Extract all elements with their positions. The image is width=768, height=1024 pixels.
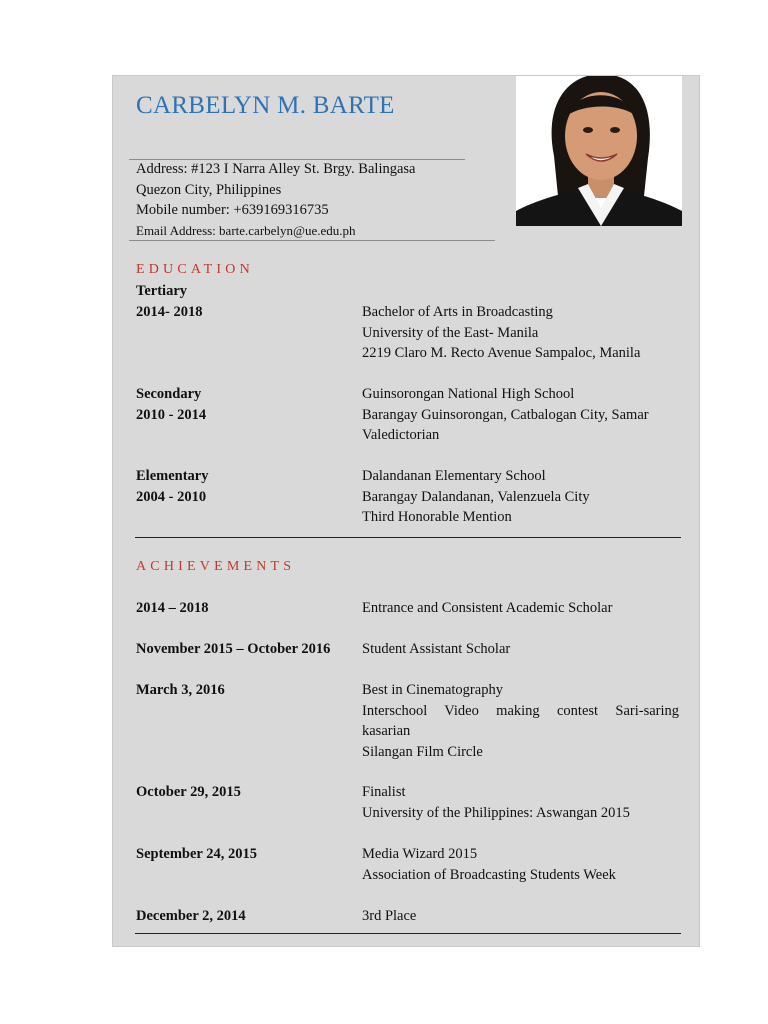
elementary-honor: Third Honorable Mention <box>362 509 512 525</box>
secondary-honor: Valedictorian <box>362 427 440 443</box>
achievements-heading: ACHIEVEMENTS <box>136 559 296 574</box>
elementary-address: Barangay Dalandanan, Valenzuela City <box>362 488 590 505</box>
elementary-school: Dalandanan Elementary School <box>362 468 546 484</box>
achievement-line: University of the Philippines: Aswangan 2015 <box>362 804 630 821</box>
achievement-detail <box>362 680 679 762</box>
email-address: Email Address: barte.carbelyn@ue.edu.ph <box>136 222 356 238</box>
tertiary-years: 2014- 2018 <box>136 303 203 320</box>
achievement-line: Media Wizard 2015 <box>362 846 478 862</box>
elementary-level: Elementary <box>136 468 209 484</box>
achievement-detail <box>362 906 416 927</box>
secondary-school: Guinsorongan National High School <box>362 386 575 402</box>
elementary-years: 2004 - 2010 <box>136 488 207 505</box>
education-heading: EDUCATION <box>136 262 254 277</box>
achievement-date: November 2015 – October 2016 <box>136 641 331 657</box>
secondary-level: Secondary <box>136 386 202 402</box>
tertiary-school: University of the East- Manila <box>362 324 539 341</box>
achievement-line: kasarian <box>362 723 411 739</box>
achievement-date: September 24, 2015 <box>136 846 257 862</box>
achievement-detail <box>362 598 612 619</box>
contact-block <box>136 159 416 241</box>
achievement-line: Interschool Video making contest Sari-saring <box>362 702 679 719</box>
achievement-date: December 2, 2014 <box>136 908 246 924</box>
achievement-line: Entrance and Consistent Academic Scholar <box>362 600 613 616</box>
address-line-2: Quezon City, Philippines <box>136 181 282 198</box>
secondary-address: Barangay Guinsorongan, Catbalogan City, Samar <box>362 406 649 423</box>
education-elementary-label <box>136 466 208 507</box>
achievement-date: March 3, 2016 <box>136 682 225 698</box>
achievement-line: 3rd Place <box>362 908 417 924</box>
achievement-line: Finalist <box>362 784 406 800</box>
tertiary-address: 2219 Claro M. Recto Avenue Sampaloc, Manila <box>362 345 641 361</box>
education-secondary-label <box>136 384 206 425</box>
achievement-line: Association of Broadcasting Students Week <box>362 866 616 883</box>
achievement-detail <box>362 844 616 885</box>
mobile-number: Mobile number: +639169316735 <box>136 202 329 218</box>
achievement-detail <box>362 639 510 660</box>
achievements-divider <box>135 933 681 934</box>
tertiary-level: Tertiary <box>136 283 188 299</box>
resume-page <box>112 75 700 947</box>
secondary-years: 2010 - 2014 <box>136 406 207 423</box>
achievement-date: 2014 – 2018 <box>136 600 209 616</box>
achievement-line: Silangan Film Circle <box>362 743 483 760</box>
education-divider <box>135 537 681 538</box>
address-line-1: Address: #123 I Narra Alley St. Brgy. Balingasa <box>136 161 416 177</box>
education-elementary-detail <box>362 466 590 528</box>
education-secondary-detail <box>362 384 649 446</box>
candidate-name: CARBELYN M. BARTE <box>136 92 395 119</box>
profile-photo <box>516 76 682 226</box>
header-rule-bottom <box>129 240 495 241</box>
achievement-line: Student Assistant Scholar <box>362 641 511 657</box>
education-tertiary-detail <box>362 302 640 364</box>
tertiary-degree: Bachelor of Arts in Broadcasting <box>362 304 553 320</box>
achievement-detail <box>362 782 630 823</box>
achievement-date: October 29, 2015 <box>136 784 241 800</box>
achievement-line: Best in Cinematography <box>362 682 503 698</box>
education-tertiary-label <box>136 281 202 322</box>
